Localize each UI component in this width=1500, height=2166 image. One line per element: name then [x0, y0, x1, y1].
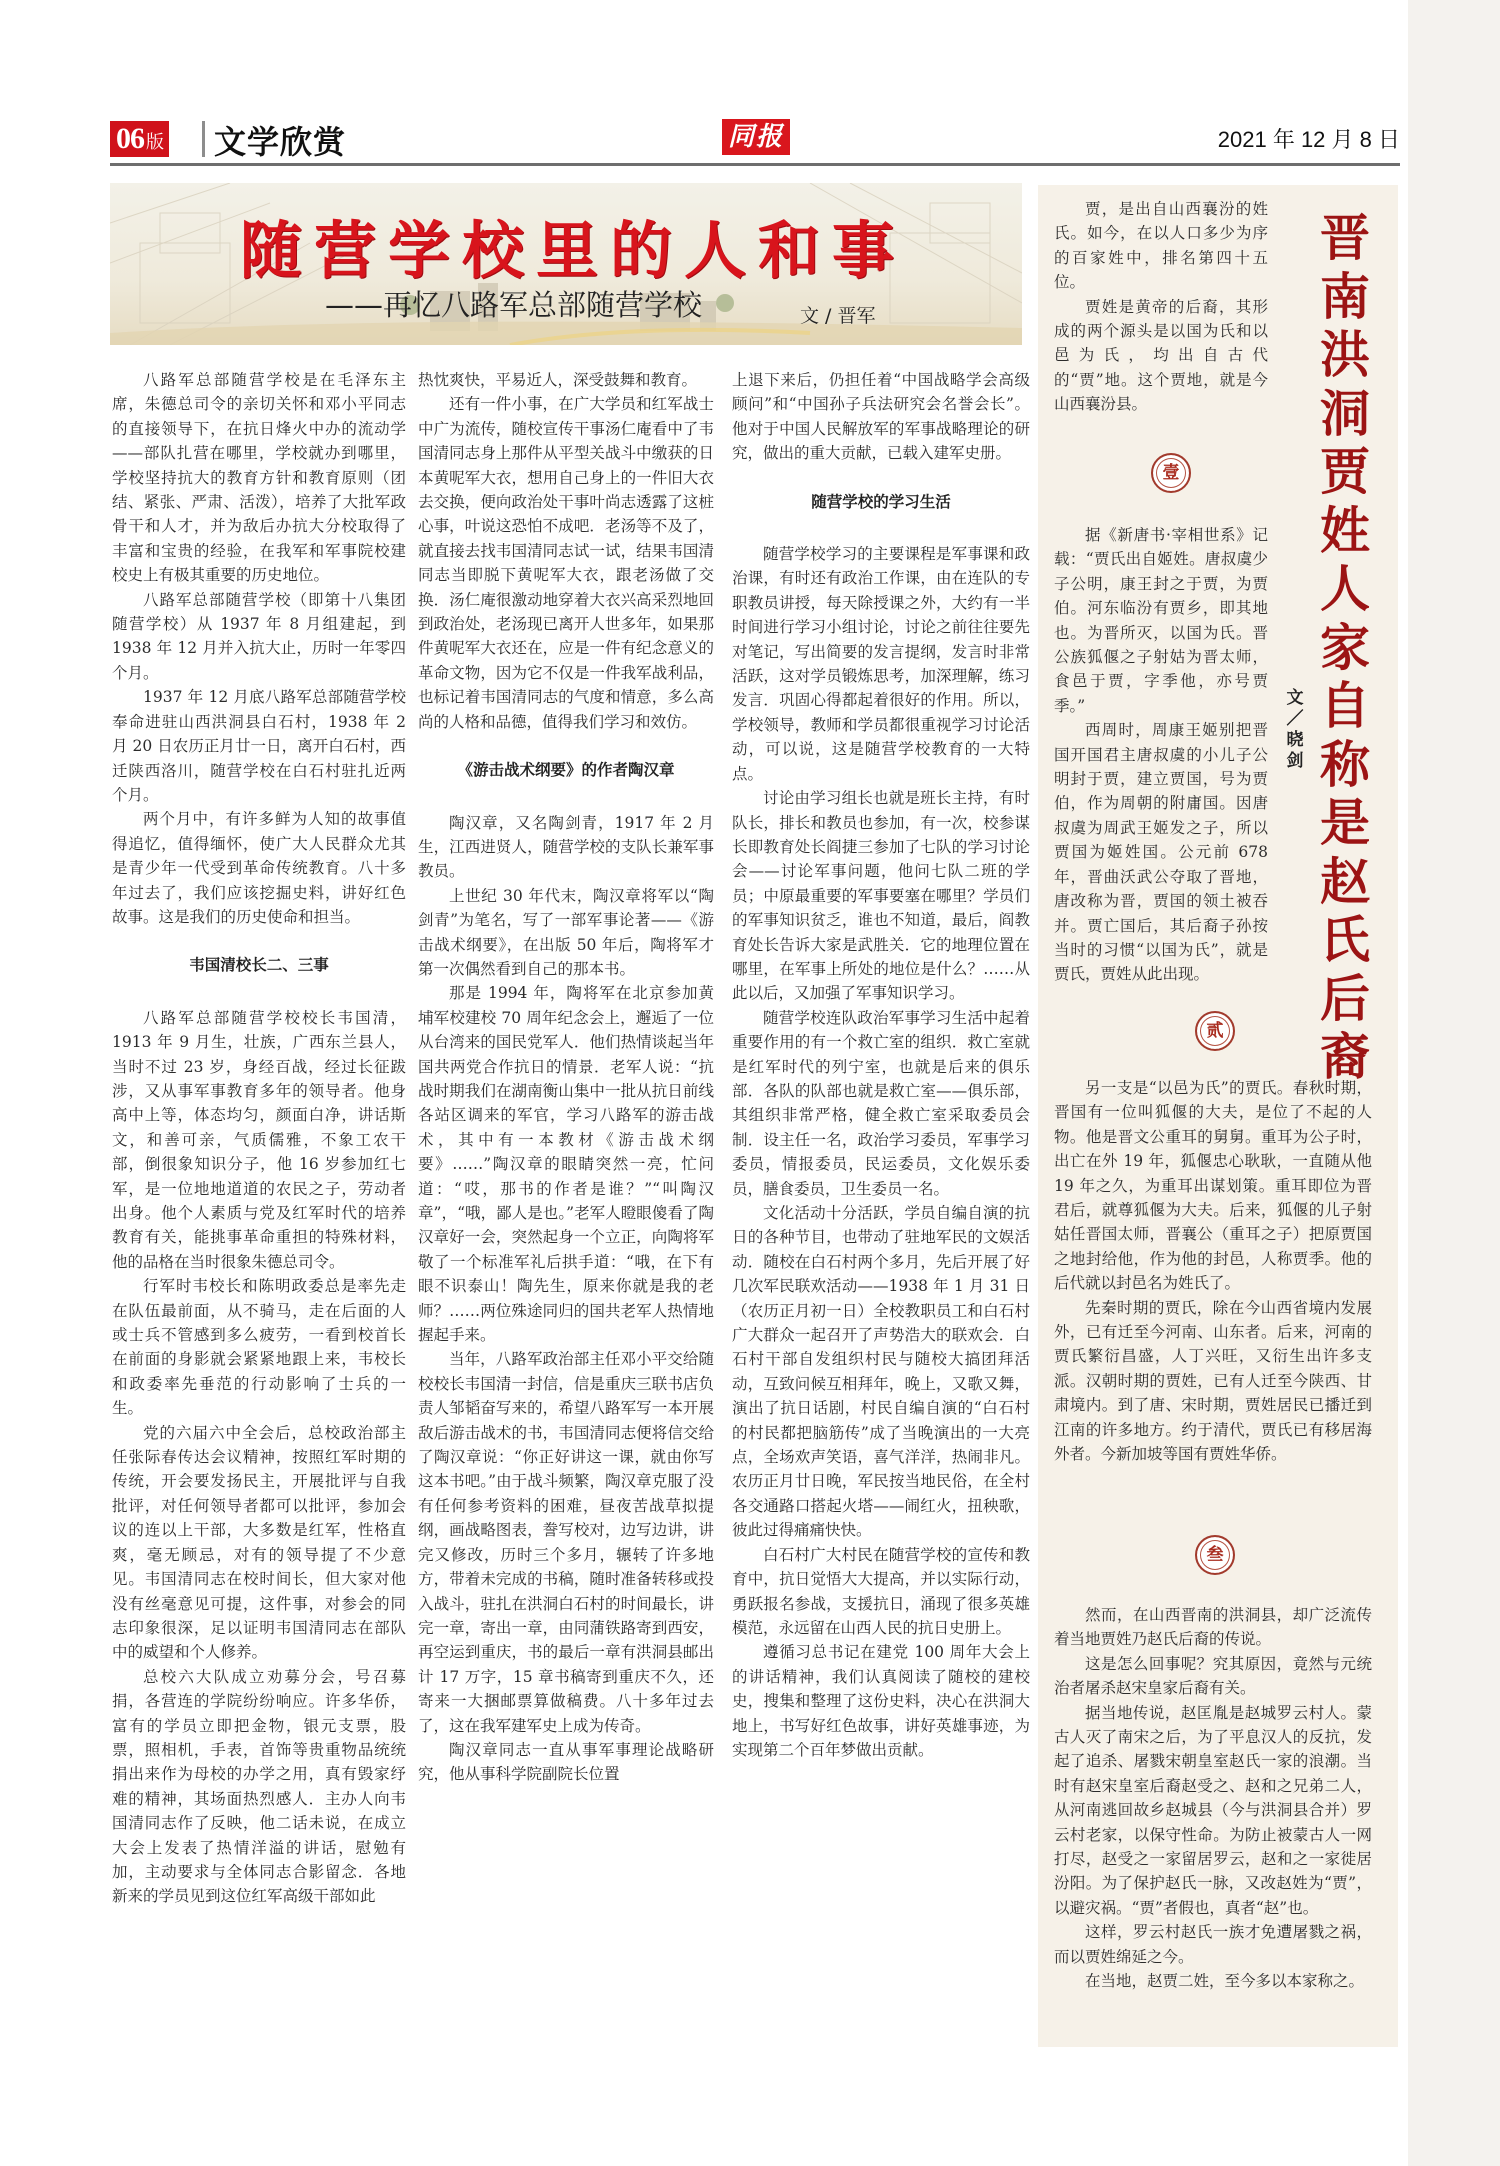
paragraph: 陶汉章同志一直从事军事理论战略研究，他从事科学院副院长位置 — [418, 1740, 714, 1784]
paragraph: 八路军总部随营学校校长韦国清，1913 年 9 月生，壮族，广西东兰县人，当时不过 23 岁，身经百战，经过长征跋涉，又从事军事教育多年的领导者。他身高中上等，体态均匀，颜面白净，讲话斯文，和善可亲，气质儒雅，不象工农干部，倒很象知识分子，他 16 岁参加红七军，是一位地地道道的农民之子，劳动者出身。他个人素质与党及红军时代的培养教育有关，能挑事革命重担的特殊材料，他的品格在当时很象朱德总司令。 — [112, 1008, 406, 1271]
vertical-char: 洞 — [1320, 384, 1370, 443]
vertical-char: 剑 — [1286, 751, 1304, 771]
section-seal-2: 贰 — [1195, 1011, 1235, 1051]
paragraph: 总校六大队成立劝募分会，号召募捐，各营连的学院纷纷响应。许多华侨，富有的学员立即把金物，银元支票，股票，照相机，手表，首饰等贵重物品统统捐出来作为母校的办学之用，真有毁家纾难的精神，其场面热烈感人．主办人向韦国清同志作了反映，他二话未说，在成立大会上发表了热情洋溢的讲话，慰勉有加，主动要求与全体同志合影留念．各地新来的学员见到这位红军高级干部如此 — [112, 1667, 406, 1906]
paragraph: 那是 1994 年，陶将军在北京参加黄埔军校建校 70 周年纪念会上，邂逅了一位从台湾来的国民党军人．他们热情谈起当年国共两党合作抗日的情景．老军人说：“抗战时期我们在湖南衡山集中一批从抗日前线各站区调来的军官，学习八路军的游击战术，其中有一本教材《游击战术纲要》……”陶汉章的眼睛突然一亮，忙问道：“哎，那书的作者是谁？”“叫陶汉章”，“哦，鄙人是也。”老军人瞪眼傻看了陶汉章好一会，突然起身一个立正，向陶将军敬了一个标准军礼后拱手道：“哦，在下有眼不识泰山！陶先生，原来你就是我的老师？……两位殊途同归的国共老军人热情地握起手来。 — [418, 984, 714, 1345]
sidebar-intro — [1054, 197, 1268, 417]
section-name: 文学欣赏 — [214, 123, 347, 161]
paragraph: 党的六届六中全会后，总校政治部主任张际春传达会议精神，按照红军时期的传统，开会要发扬民主，开展批评与自我批评，对任何领导者都可以批评，参加会议的连以上干部，大多数是红军，性格直爽，毫无顾忌，对有的领导提了不少意见。韦国清同志在校时间长，但大家对他没有丝毫意见可提，这件事，对参会的同志印象很深，足以证明韦国清同志在部队中的威望和个人修养。 — [112, 1423, 406, 1662]
paragraph: 然而，在山西晋南的洪洞县，却广泛流传着当地贾姓乃赵氏后裔的传说。 — [1054, 1606, 1372, 1649]
paragraph: 这样，罗云村赵氏一族才免遭屠戮之祸，而以贾姓绵延之今。 — [1054, 1923, 1372, 1966]
masthead — [110, 115, 1400, 163]
paragraph: 八路军总部随营学校（即第十八集团随营学校）从 1937 年 8 月组建起，到 1938 年 12 月并入抗大止，历时一年零四个月。 — [112, 590, 406, 682]
vertical-char: 赵 — [1320, 852, 1370, 911]
section-heading: 韦国清校长二、三事 — [189, 956, 329, 975]
article-banner — [110, 183, 1022, 345]
vertical-char: 自 — [1320, 677, 1370, 735]
sidebar-section-2 — [1054, 1076, 1372, 1467]
paragraph: 两个月中，有许多鲜为人知的故事值得追忆，值得缅怀，使广大人民群众尤其是青少年一代受到革命传统教育。八十多年过去了，我们应该挖掘史料，讲好红色故事。这是我们的历史使命和担当。 — [112, 810, 406, 926]
newspaper-logo: 同报 — [722, 119, 790, 155]
edition-badge — [110, 121, 169, 157]
vertical-char: 氏 — [1320, 911, 1370, 969]
sidebar-section-1 — [1054, 523, 1268, 987]
vertical-char: 晓 — [1286, 730, 1304, 750]
article-column-2 — [418, 368, 714, 1787]
paragraph: 贾，是出自山西襄汾的姓氏。如今，在以人口多少为序的百家姓中，排名第四十五位。 — [1054, 200, 1268, 292]
paragraph: 1937 年 12 月底八路军总部随营学校奉命进驻山西洪洞县白石村，1938 年 2 月 20 日农历正月廿一日，离开白石村，西迁陕西洛川，随营学校在白石村驻扎近两个月。 — [112, 688, 406, 804]
paragraph: 贾姓是黄帝的后裔，其形成的两个源头是以国为氏和以邑为氏，均出自古代的“贾”地。这个贾地，就是今山西襄汾县。 — [1054, 297, 1268, 414]
paragraph: 文化活动十分活跃，学员自编自演的抗日的各种节目，也带动了驻地军民的文娱活动．随校在白石村两个多月，先后开展了好几次军民联欢活动——1938 年 1 月 31 日（农历正月初一日）全校教职员工和白石村广大群众一起召开了声势浩大的联欢会．白石村干部自发组织村民与随校大搞团拜活动，互致问候互相拜年，晚上，又歌又舞，演出了抗日话剧，村民自编自演的“白石村的村民都把脑筋传”成了当晚演出的一大亮点，全场欢声笑语，喜气洋洋，热闹非凡。农历正月廿日晚，军民按当地民俗，在全村各交通路口搭起火塔——闹红火，扭秧歌，彼此过得痛痛快快。 — [732, 1204, 1030, 1540]
paragraph: 随营学校学习的主要课程是军事课和政治课，有时还有政治工作课，由在连队的专职教员讲授，每天除授课之外，大约有一半时间进行学习小组讨论，讨论之前往往要先对笔记，写出简要的发言提纲，发言时非常活跃，这对学员锻炼思考，加深理解，练习发言．巩固心得都起着很好的作用。所以，学校领导，教师和学员都很重视学习讨论活动，可以说，这是随营学校教育的一大特点。 — [732, 545, 1030, 783]
vertical-char: 家 — [1320, 618, 1370, 677]
paragraph: 讨论由学习组长也就是班长主持，有时队长，排长和教员也参加，有一次，校参谋长即教育处长阎捷三参加了七队的学习讨论会——讨论军事问题，他问七队二班的学员；中原最重要的军事要塞在哪里？学员们的军事知识贫乏，谁也不知道，最后，阎教育处长告诉大家是武胜关．它的地理位置在哪里，在军事上所处的地位是什么？……从此以后，又加强了军事知识学习。 — [732, 789, 1030, 1003]
vertical-char: 南 — [1320, 267, 1370, 326]
paragraph: 西周时，周康王姬别把晋国开国君主唐叔虞的小儿子公明封于贾，建立贾国，号为贾伯，作为周朝的附庸国。因唐叔虞为周武王姬发之子，所以贾国为姬姓国。公元前 678 年，晋曲沃武公夺取了晋地，唐改称为晋，贾国的领土被吞并。贾亡国后，其后裔子孙按当时的习惯“以国为氏”，就是贾氏，贾姓从此出现。 — [1054, 721, 1268, 984]
vertical-char: 贾 — [1320, 443, 1370, 501]
section-divider — [202, 121, 205, 157]
vertical-char: 晋 — [1320, 209, 1370, 267]
sidebar-article — [1038, 185, 1398, 2047]
section-heading: 随营学校的学习生活 — [811, 492, 951, 511]
paragraph: 八路军总部随营学校是在毛泽东主席，朱德总司令的亲切关怀和邓小平同志的直接领导下，在抗日烽火中办的流动学——部队扎营在哪里，学校就办到哪里，学校坚持抗大的教育方针和教育原则（团结、紧张、严肃、活泼），培养了大批军政骨干和人才，并为敌后办抗大分校取得了丰富和宝贵的经验，在我军和军事院校建校史上有极其重要的历史地位。 — [112, 371, 406, 585]
sidebar-title — [1315, 209, 1375, 1087]
article-column-3 — [732, 368, 1030, 1762]
issue-date: 2021 年 12 月 8 日 — [1217, 127, 1400, 152]
vertical-char: 文 — [1286, 688, 1304, 708]
sidebar-section-3 — [1054, 1603, 1372, 1994]
vertical-char: 后 — [1320, 969, 1370, 1028]
article-column-1 — [112, 368, 406, 1909]
page-edge — [1408, 0, 1500, 2166]
paragraph: 另一支是“以邑为氏”的贾氏。春秋时期，晋国有一位叫狐偃的大夫，是位了不起的人物。他是晋文公重耳的舅舅。重耳为公子时，出亡在外 19 年，狐偃忠心耿耿，一直随从他 19 年之久，为重耳出谋划策。重耳即位为晋君后，就尊狐偃为大夫。后来，狐偃的儿子射姑任晋国太师，晋襄公（重耳之子）把原贾国之地封给他，作为他的封邑，人称贾季。他的后代就以封邑名为姓氏了。 — [1054, 1079, 1372, 1293]
vertical-char: 人 — [1320, 560, 1370, 618]
section-seal-1: 壹 — [1151, 453, 1191, 493]
paragraph: 据《新唐书·宰相世系》记载：“贾氏出自姬姓。唐叔虞少子公明，康王封之于贾，为贾伯。河东临汾有贾乡，即其地也。为晋所灭，以国为氏。晋公族狐偃之子射姑为晋太师，食邑于贾，字季他，亦号贾季。” — [1054, 526, 1268, 715]
paragraph: 遵循习总书记在建党 100 周年大会上的讲话精神，我们认真阅读了随校的建校史，搜集和整理了这份史料，决心在洪洞大地上，书写好红色故事，讲好英雄事迹，为实现第二个百年梦做出贡献。 — [732, 1643, 1030, 1759]
sidebar-byline — [1282, 688, 1308, 772]
vertical-char: 姓 — [1320, 501, 1370, 560]
article-title: 随营学校里的人和事 — [240, 214, 907, 287]
paragraph: 当年，八路军政治部主任邓小平交给随校校长韦国清一封信，信是重庆三联书店负责人邹韬奋写来的，希望八路军写一本开展敌后游击战术的书，韦国清同志便将信交给了陶汉章说：“你正好讲这一课，就由你写这本书吧。”由于战斗频繁，陶汉章克服了没有任何参考资料的困难，昼夜苦战草拟提纲，画战略图表，誊写校对，边写边讲，讲完又修改，历时三个多月，辗转了许多地方，带着未完成的书稿，随时准备转移或投入战斗，驻扎在洪洞白石村的时间最长，讲完一章，寄出一章，由同蒲铁路寄到西安，再空运到重庆，书的最后一章有洪洞县邮出计 17 万字，15 章书稿寄到重庆不久，还寄来一大捆邮票算做稿费。八十多年过去了，这在我军建军史上成为传奇。 — [418, 1350, 714, 1735]
article-subtitle: ——再忆八路军总部随营学校 — [325, 288, 703, 322]
paragraph: 这是怎么回事呢？究其原因，竟然与元统治者屠杀赵宋皇家后裔有关。 — [1054, 1654, 1372, 1698]
paragraph: 上世纪 30 年代末，陶汉章将军以“陶剑青”为笔名，写了一部军事论著——《游击战术纲要》，在出版 50 年后，陶将军才第一次偶然看到自己的那本书。 — [418, 886, 714, 978]
vertical-char: 称 — [1320, 735, 1370, 794]
paragraph: 白石村广大村民在随营学校的宣传和教育中，抗日觉悟大大提高，并以实际行动，勇跃报名参战，支援抗日，涌现了很多英雄模范，永远留在山西人民的抗日史册上。 — [732, 1545, 1030, 1637]
edition-suffix: 版 — [146, 132, 163, 152]
paragraph: 热忱爽快，平易近人，深受鼓舞和教育。 — [418, 371, 698, 389]
vertical-char: ／ — [1286, 709, 1304, 729]
paragraph: 陶汉章，又名陶剑青，1917 年 2 月生，江西进贤人，随营学校的支队长兼军事教员。 — [418, 813, 714, 881]
paragraph: 上退下来后，仍担任着“中国战略学会高级顾问”和“中国孙子兵法研究会名誉会长”。他对于中国人民解放军的军事战略理论的研究，做出的重大贡献，已载入建军史册。 — [732, 371, 1030, 463]
paragraph: 行军时韦校长和陈明政委总是率先走在队伍最前面，从不骑马，走在后面的人或士兵不管感到多么疲劳，一看到校首长在前面的身影就会紧紧地跟上来，韦校长和政委率先垂范的行动影响了士兵的一生。 — [112, 1277, 406, 1418]
edition-number: 06 — [116, 122, 144, 155]
paragraph: 先秦时期的贾氏，除在今山西省境内发展外，已有迁至今河南、山东者。后来，河南的贾氏繁衍昌盛，人丁兴旺，又衍生出许多支派。汉朝时期的贾姓，已有人迁至今陕西、甘肃境内。到了唐、宋时期，贾姓居民已播迁到江南的许多地方。约于清代，贾氏已有移居海外者。今新加坡等国有贾姓华侨。 — [1054, 1298, 1372, 1464]
paragraph: 还有一件小事，在广大学员和红军战士中广为流传，随校宣传干事汤仁庵看中了韦国清同志身上那件从平型关战斗中缴获的日本黄呢军大衣，想用自己身上的一件旧大衣去交换，便向政治处干事叶尚志透露了这桩心事，叶说这恐怕不成吧．老汤等不及了，就直接去找韦国清同志试一试，结果韦国清同志当即脱下黄呢军大衣，跟老汤做了交换．汤仁庵很激动地穿着大衣兴高采烈地回到政治处，老汤现已离开人世多年，如果那件黄呢军大衣还在，应是一件有纪念意义的革命文物，因为它不仅是一件我军战利品，也标记着韦国清同志的气度和情意，多么高尚的人格和品德，值得我们学习和效仿。 — [418, 395, 714, 731]
article-byline: 文 / 晋军 — [800, 305, 876, 327]
vertical-char: 洪 — [1320, 326, 1370, 384]
paragraph: 据当地传说，赵匡胤是赵城罗云村人。蒙古人灭了南宋之后，为了平息汉人的反抗，发起了追杀、屠戮宋朝皇室赵氏一家的浪潮。当时有赵宋皇室后裔赵受之、赵和之兄弟二人，从河南逃回故乡赵城县（今与洪洞县合并）罗云村老家，以保守性命。为防止被蒙古人一网打尽，赵受之一家留居罗云，赵和之一家徙居汾阳。为了保护赵氏一脉，又改赵姓为“贾”，以避灾祸。“贾”者假也，真者“赵”也。 — [1054, 1703, 1372, 1917]
paragraph: 在当地，赵贾二姓，至今多以本家称之。 — [1085, 1972, 1365, 1991]
section-seal-3: 叁 — [1195, 1535, 1235, 1575]
section-heading: 《游击战术纲要》的作者陶汉章 — [457, 761, 675, 780]
vertical-char: 裔 — [1320, 1028, 1370, 1086]
masthead-rule — [110, 163, 1400, 166]
paragraph: 随营学校连队政治军事学习生活中起着重要作用的有一个救亡室的组织．救亡室就是红军时代的列宁室，也就是后来的俱乐部．各队的队部也就是救亡室——俱乐部，其组织非常严格，健全救亡室采取委员会制．设主任一名，政治学习委员，军事学习委员，情报委员，民运委员，文化娱乐委员，膳食委员，卫生委员一名。 — [732, 1008, 1030, 1198]
vertical-char: 是 — [1320, 794, 1370, 852]
